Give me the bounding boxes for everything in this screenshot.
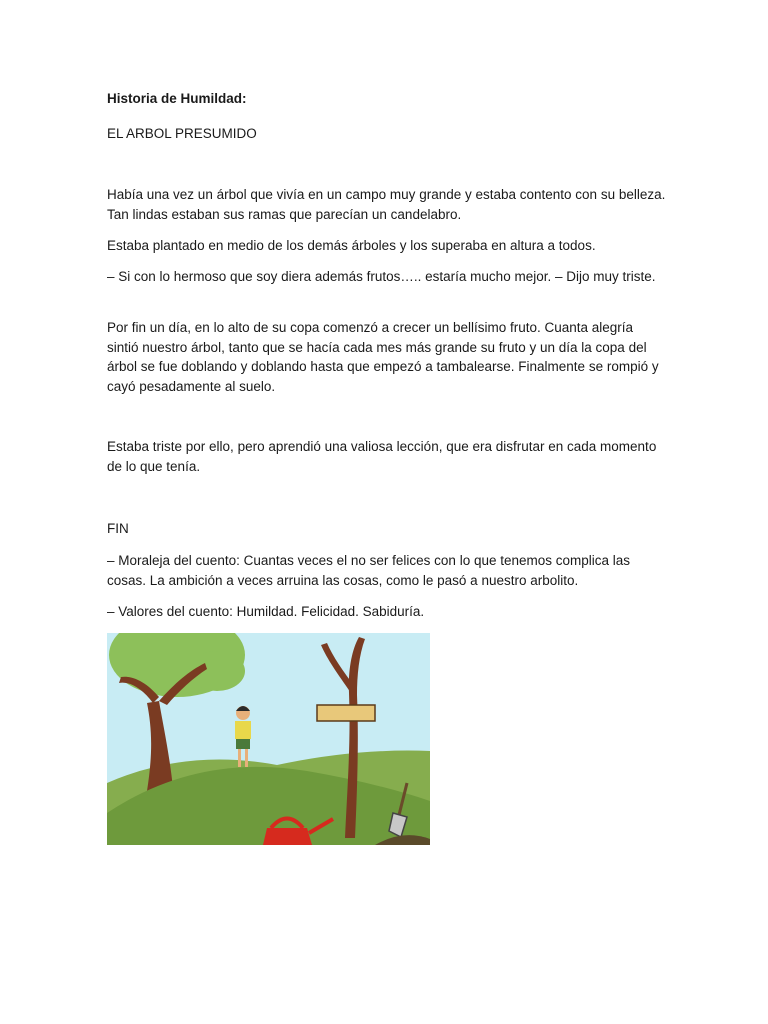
person-shirt (235, 721, 251, 739)
illustration-drawing (107, 633, 430, 845)
paragraph-3: – Si con lo hermoso que soy diera además frutos….. estaría mucho mejor. – Dijo muy triste. (107, 269, 656, 284)
story-title: EL ARBOL PRESUMIDO (107, 126, 257, 141)
story-illustration (107, 633, 430, 845)
document-heading: Historia de Humildad: (107, 91, 247, 106)
fin-label: FIN (107, 521, 129, 536)
person-leg (238, 749, 241, 767)
name-sign (317, 705, 375, 721)
paragraph-5: Estaba triste por ello, pero aprendió una valiosa lección, que era disfrutar en cada momento de lo que tenía. (107, 439, 657, 474)
person-leg (245, 749, 248, 767)
moral-paragraph: – Moraleja del cuento: Cuantas veces el no ser felices con lo que tenemos complica las cosas. La ambición a veces arruina las cosas, como le pasó a nuestro arbolito. (107, 553, 631, 588)
paragraph-4: Por fin un día, en lo alto de su copa comenzó a crecer un bellísimo fruto. Cuanta alegría sintió nuestro árbol, tanto que se hacía cada mes más grande su fruto y un día la copa del árbol se fue doblando y doblando hasta que empezó a tambalearse. Finalmente se rompió y cayó pesadamente al suelo. (107, 320, 659, 394)
person-shorts (236, 739, 250, 749)
values-paragraph: – Valores del cuento: Humildad. Felicidad. Sabiduría. (107, 604, 425, 619)
paragraph-2: Estaba plantado en medio de los demás árboles y los superaba en altura a todos. (107, 238, 596, 253)
watering-can (263, 828, 312, 845)
paragraph-1: Había una vez un árbol que vivía en un campo muy grande y estaba contento con su belleza. Tan lindas estaban sus ramas que parecían un candelabro. (107, 187, 666, 222)
